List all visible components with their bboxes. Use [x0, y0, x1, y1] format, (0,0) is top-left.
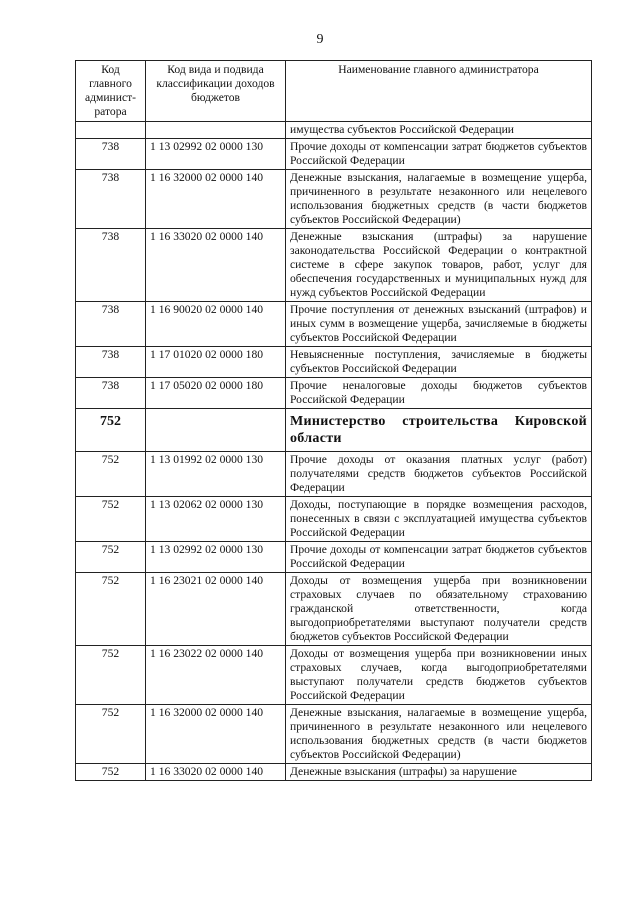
table-row	[76, 764, 592, 781]
table-row	[76, 497, 592, 542]
cell-admin-code: 752	[76, 573, 146, 646]
header-admin-code: Код главного админист-ратора	[76, 61, 146, 122]
cell-classification-code: 1 16 32000 02 0000 140	[146, 170, 286, 229]
table-row	[76, 573, 592, 646]
table-row	[76, 170, 592, 229]
cell-administrator-name: Денежные взыскания (штрафы) за нарушение	[286, 764, 592, 781]
table-row	[76, 378, 592, 409]
table-row	[76, 452, 592, 497]
cell-classification-code: 1 13 02992 02 0000 130	[146, 542, 286, 573]
table-header-row	[76, 61, 592, 122]
table-row	[76, 122, 592, 139]
header-classification-code: Код вида и подвида классификации доходов бюджетов	[146, 61, 286, 122]
cell-administrator-name: Министерство строительства Кировской области	[286, 409, 592, 452]
cell-classification-code: 1 16 23022 02 0000 140	[146, 646, 286, 705]
cell-classification-code: 1 16 33020 02 0000 140	[146, 229, 286, 302]
table-row	[76, 542, 592, 573]
table-row	[76, 229, 592, 302]
cell-classification-code	[146, 122, 286, 139]
table-row	[76, 705, 592, 764]
cell-admin-code: 752	[76, 452, 146, 497]
cell-classification-code: 1 16 90020 02 0000 140	[146, 302, 286, 347]
cell-admin-code: 738	[76, 378, 146, 409]
cell-admin-code: 752	[76, 646, 146, 705]
header-administrator-name: Наименование главного администратора	[286, 61, 592, 122]
cell-classification-code: 1 16 23021 02 0000 140	[146, 573, 286, 646]
cell-administrator-name: Доходы от возмещения ущерба при возникновении страховых случаев по обязательному страхованию гражданской ответственности, когда выгодоприобретателями выступают получатели средств бюджетов субъектов Российской Федерации	[286, 573, 592, 646]
table-group-row	[76, 409, 592, 452]
cell-admin-code	[76, 122, 146, 139]
table-body	[76, 122, 592, 781]
cell-administrator-name: Денежные взыскания (штрафы) за нарушение законодательства Российской Федерации о контрактной системе в сфере закупок товаров, работ, услуг для обеспечения государственных и муниципальных нужд для нужд субъектов Российской Федерации	[286, 229, 592, 302]
cell-administrator-name: Прочие доходы от компенсации затрат бюджетов субъектов Российской Федерации	[286, 542, 592, 573]
cell-classification-code: 1 13 02062 02 0000 130	[146, 497, 286, 542]
cell-admin-code: 738	[76, 229, 146, 302]
cell-administrator-name: Денежные взыскания, налагаемые в возмещение ущерба, причиненного в результате незаконного или нецелевого использования бюджетных средств (в части бюджетов субъектов Российской Федерации)	[286, 170, 592, 229]
revenue-administrators-table	[75, 60, 592, 781]
cell-classification-code: 1 17 01020 02 0000 180	[146, 347, 286, 378]
cell-admin-code: 752	[76, 409, 146, 452]
cell-administrator-name: Прочие поступления от денежных взысканий (штрафов) и иных сумм в возмещение ущерба, зачисляемые в бюджеты субъектов Российской Федерации	[286, 302, 592, 347]
table-row	[76, 646, 592, 705]
cell-administrator-name: Доходы от возмещения ущерба при возникновении иных страховых случаев, когда выгодоприобретателями выступают получатели средств бюджетов субъектов Российской Федерации	[286, 646, 592, 705]
cell-admin-code: 738	[76, 170, 146, 229]
cell-classification-code: 1 13 01992 02 0000 130	[146, 452, 286, 497]
cell-admin-code: 738	[76, 347, 146, 378]
cell-admin-code: 752	[76, 497, 146, 542]
cell-admin-code: 738	[76, 139, 146, 170]
table-row	[76, 347, 592, 378]
cell-classification-code	[146, 409, 286, 452]
cell-classification-code: 1 16 33020 02 0000 140	[146, 764, 286, 781]
cell-admin-code: 738	[76, 302, 146, 347]
page-number: 9	[316, 32, 324, 47]
table-row	[76, 302, 592, 347]
cell-admin-code: 752	[76, 705, 146, 764]
cell-administrator-name: Доходы, поступающие в порядке возмещения расходов, понесенных в связи с эксплуатацией имущества субъектов Российской Федерации	[286, 497, 592, 542]
cell-administrator-name: Невыясненные поступления, зачисляемые в бюджеты субъектов Российской Федерации	[286, 347, 592, 378]
cell-administrator-name: имущества субъектов Российской Федерации	[286, 122, 592, 139]
cell-classification-code: 1 17 05020 02 0000 180	[146, 378, 286, 409]
cell-administrator-name: Прочие доходы от компенсации затрат бюджетов субъектов Российской Федерации	[286, 139, 592, 170]
cell-classification-code: 1 16 32000 02 0000 140	[146, 705, 286, 764]
cell-classification-code: 1 13 02992 02 0000 130	[146, 139, 286, 170]
cell-administrator-name: Прочие неналоговые доходы бюджетов субъектов Российской Федерации	[286, 378, 592, 409]
cell-admin-code: 752	[76, 542, 146, 573]
cell-admin-code: 752	[76, 764, 146, 781]
table-row	[76, 139, 592, 170]
cell-administrator-name: Прочие доходы от оказания платных услуг (работ) получателями средств бюджетов субъектов Российской Федерации	[286, 452, 592, 497]
cell-administrator-name: Денежные взыскания, налагаемые в возмещение ущерба, причиненного в результате незаконного или нецелевого использования бюджетных средств (в части бюджетов субъектов Российской Федерации)	[286, 705, 592, 764]
